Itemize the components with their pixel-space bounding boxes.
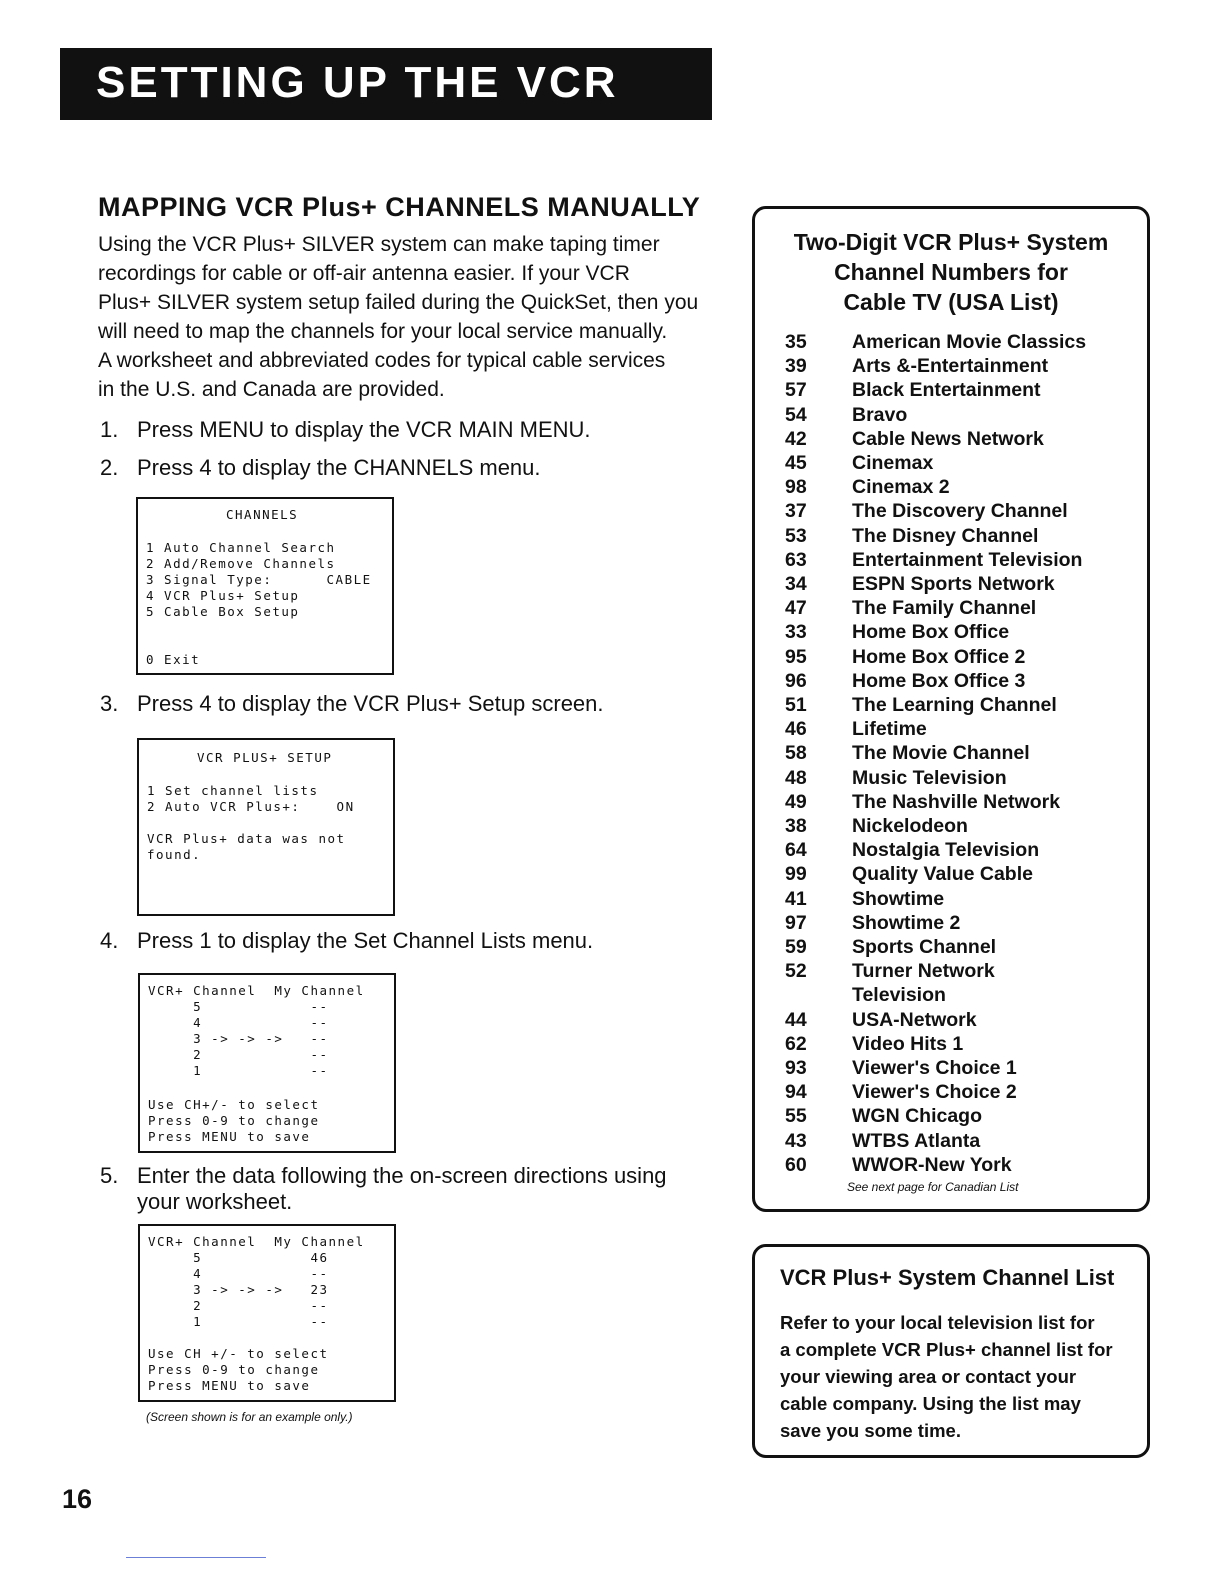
screen-line: 2 -- bbox=[148, 1047, 329, 1062]
channel-name: Video Hits 1 bbox=[852, 1032, 964, 1055]
channel-name: Television bbox=[852, 984, 946, 1007]
channels-menu-screen bbox=[136, 497, 394, 675]
channel-name: The Disney Channel bbox=[852, 524, 1039, 547]
channel-name: Arts &-Entertainment bbox=[852, 355, 1049, 378]
channel-name: WTBS Atlanta bbox=[852, 1129, 981, 1152]
channel-number: 62 bbox=[785, 1032, 807, 1055]
channel-number: 98 bbox=[785, 476, 807, 499]
system-channel-list-box bbox=[752, 1244, 1150, 1458]
screen-help: Press MENU to save bbox=[148, 1129, 311, 1144]
step-text: Press 4 to display the CHANNELS menu. bbox=[137, 455, 541, 480]
page-title: SETTING UP THE VCR bbox=[96, 58, 619, 107]
step-number: 2. bbox=[100, 455, 119, 480]
screen-help: Press MENU to save bbox=[148, 1378, 311, 1393]
system-box-body bbox=[780, 1309, 1140, 1444]
channel-number: 45 bbox=[785, 452, 807, 474]
screen-line: 4 -- bbox=[148, 1266, 329, 1281]
channel-numbers-box bbox=[752, 206, 1150, 1212]
channel-number: 63 bbox=[785, 548, 807, 571]
channel-name: The Discovery Channel bbox=[852, 500, 1068, 523]
channel-number: 47 bbox=[785, 597, 807, 620]
channel-number: 37 bbox=[785, 500, 807, 523]
channel-name: WGN Chicago bbox=[852, 1105, 982, 1128]
screen-line: 5 -- bbox=[148, 999, 329, 1014]
screen-line: 3 -> -> -> -- bbox=[148, 1031, 329, 1046]
screen-title: VCR PLUS+ SETUP bbox=[197, 750, 333, 765]
channel-list-example-screen bbox=[138, 1224, 396, 1402]
channel-name: The Nashville Network bbox=[852, 790, 1061, 813]
intro-line: will need to map the channels for your local service manually. bbox=[98, 320, 668, 343]
screen-line: 5 46 bbox=[148, 1250, 329, 1265]
screen-line: 1 -- bbox=[148, 1063, 329, 1078]
channel-number: 49 bbox=[785, 790, 807, 813]
channel-name: American Movie Classics bbox=[852, 331, 1087, 353]
channel-name: Lifetime bbox=[852, 718, 927, 741]
footer-rule bbox=[126, 1557, 266, 1558]
channel-name: Showtime 2 bbox=[852, 911, 961, 934]
channel-name: Home Box Office bbox=[852, 621, 1010, 644]
screen-message: found. bbox=[147, 847, 202, 862]
channel-number: 42 bbox=[785, 427, 807, 450]
channel-number: 38 bbox=[785, 815, 807, 837]
channel-number: 94 bbox=[785, 1081, 807, 1104]
channel-name: Cable News Network bbox=[852, 427, 1044, 450]
channel-number: 97 bbox=[785, 911, 807, 934]
menu-option: 5 Cable Box Setup bbox=[146, 604, 300, 619]
channel-number: 41 bbox=[785, 887, 807, 910]
intro-line: Using the VCR Plus+ SILVER system can make taping timer bbox=[98, 233, 660, 256]
screen-help: Use CH +/- to select bbox=[148, 1346, 329, 1361]
channel-name: USA-Network bbox=[852, 1008, 977, 1031]
channel-name: WWOR-New York bbox=[852, 1153, 1012, 1176]
system-box-title: VCR Plus+ System Channel List bbox=[780, 1265, 1115, 1290]
step-number: 4. bbox=[100, 928, 119, 953]
channel-number: 33 bbox=[785, 621, 807, 644]
channel-name: Nostalgia Television bbox=[852, 839, 1040, 862]
screen-line: 4 -- bbox=[148, 1015, 329, 1030]
system-box-line: your viewing area or contact your bbox=[780, 1366, 1077, 1387]
channel-number: 35 bbox=[785, 331, 807, 353]
channel-name: Music Television bbox=[852, 766, 1007, 789]
channel-name: Home Box Office 2 bbox=[852, 645, 1026, 668]
channel-box-title-line: Two-Digit VCR Plus+ System bbox=[793, 229, 1109, 255]
menu-option: 1 Set channel lists bbox=[147, 783, 319, 798]
system-box-line: Refer to your local television list for bbox=[780, 1312, 1095, 1333]
channel-number: 53 bbox=[785, 524, 807, 547]
step-number: 1. bbox=[100, 417, 119, 442]
channel-number: 46 bbox=[785, 718, 807, 741]
channel-list-screen bbox=[138, 973, 396, 1153]
channel-name: Cinemax bbox=[852, 452, 934, 474]
system-box-line: save you some time. bbox=[780, 1420, 961, 1441]
screen-message: VCR Plus+ data was not bbox=[147, 831, 346, 846]
channel-number: 96 bbox=[785, 669, 807, 692]
intro-line: A worksheet and abbreviated codes for typical cable services bbox=[98, 349, 666, 372]
channel-name: Cinemax 2 bbox=[852, 476, 950, 499]
step-number: 5. bbox=[100, 1163, 119, 1188]
channel-name: Viewer's Choice 1 bbox=[852, 1057, 1017, 1079]
menu-option: 2 Add/Remove Channels bbox=[146, 556, 336, 571]
step-text: Press 4 to display the VCR Plus+ Setup screen. bbox=[137, 691, 604, 716]
channel-number: 64 bbox=[785, 839, 807, 862]
screen-help: Press 0-9 to change bbox=[148, 1362, 320, 1377]
channel-name: Bravo bbox=[852, 403, 908, 426]
channel-number: 60 bbox=[785, 1153, 807, 1176]
menu-option: 3 Signal Type: CABLE bbox=[146, 572, 372, 587]
channel-name: Showtime bbox=[852, 887, 945, 910]
menu-option: 4 VCR Plus+ Setup bbox=[146, 588, 300, 603]
channel-name: Black Entertainment bbox=[852, 379, 1041, 402]
channel-name: The Learning Channel bbox=[852, 694, 1057, 716]
channel-number: 93 bbox=[785, 1057, 807, 1079]
menu-option: 1 Auto Channel Search bbox=[146, 540, 336, 555]
channel-number: 39 bbox=[785, 355, 807, 378]
channel-number: 54 bbox=[785, 403, 807, 426]
screen-title: CHANNELS bbox=[226, 507, 299, 522]
channel-box-title-line: Channel Numbers for bbox=[834, 259, 1068, 285]
system-box-line: cable company. Using the list may bbox=[780, 1393, 1081, 1414]
intro-line: in the U.S. and Canada are provided. bbox=[98, 378, 445, 401]
menu-exit: 0 Exit bbox=[146, 652, 201, 667]
channel-name: Home Box Office 3 bbox=[852, 669, 1026, 692]
system-box-line: a complete VCR Plus+ channel list for bbox=[780, 1339, 1113, 1360]
channel-number: 58 bbox=[785, 742, 807, 765]
channel-box-title bbox=[765, 227, 1137, 317]
screen-line: 2 -- bbox=[148, 1298, 329, 1313]
step-text: Press 1 to display the Set Channel Lists menu. bbox=[137, 928, 594, 953]
screen-line: 3 -> -> -> 23 bbox=[148, 1282, 329, 1297]
channel-number: 52 bbox=[785, 960, 807, 983]
channel-number: 44 bbox=[785, 1008, 807, 1031]
channel-number: 57 bbox=[785, 379, 807, 402]
channel-name: Turner Network bbox=[852, 960, 995, 983]
header-banner bbox=[60, 48, 712, 120]
channel-number: 43 bbox=[785, 1129, 807, 1152]
channel-number: 59 bbox=[785, 936, 807, 958]
screen-line: VCR+ Channel My Channel bbox=[148, 1234, 365, 1249]
canadian-list-note: See next page for Canadian List bbox=[847, 1180, 1019, 1194]
channel-name: Quality Value Cable bbox=[852, 863, 1033, 886]
channel-name: Viewer's Choice 2 bbox=[852, 1081, 1017, 1104]
screen-help: Press 0-9 to change bbox=[148, 1113, 320, 1128]
channel-name: Nickelodeon bbox=[852, 815, 968, 837]
channel-name: Sports Channel bbox=[852, 936, 997, 958]
channel-name: ESPN Sports Network bbox=[852, 573, 1055, 595]
page-number: 16 bbox=[62, 1484, 93, 1514]
screen-line: 1 -- bbox=[148, 1314, 329, 1329]
step-text: Press MENU to display the VCR MAIN MENU. bbox=[137, 417, 591, 442]
screen-caption: (Screen shown is for an example only.) bbox=[146, 1410, 353, 1424]
channel-number: 99 bbox=[785, 863, 807, 886]
channel-box-title-line: Cable TV (USA List) bbox=[843, 289, 1059, 315]
step-text: Enter the data following the on-screen directions using your worksheet. bbox=[137, 1163, 667, 1214]
channel-number: 95 bbox=[785, 645, 807, 668]
menu-option: 2 Auto VCR Plus+: ON bbox=[147, 799, 355, 814]
step-number: 3. bbox=[100, 691, 119, 716]
screen-line: VCR+ Channel My Channel bbox=[148, 983, 365, 998]
channel-number: 55 bbox=[785, 1105, 807, 1128]
vcr-plus-setup-screen bbox=[137, 738, 395, 916]
channel-name: The Movie Channel bbox=[852, 742, 1030, 765]
channel-number: 34 bbox=[785, 573, 807, 595]
intro-paragraph bbox=[98, 230, 718, 404]
channel-number: 48 bbox=[785, 766, 807, 789]
channel-name: Entertainment Television bbox=[852, 548, 1083, 571]
channel-number: 51 bbox=[785, 694, 807, 716]
intro-line: Plus+ SILVER system setup failed during the QuickSet, then you bbox=[98, 291, 699, 314]
intro-line: recordings for cable or off-air antenna easier. If your VCR bbox=[98, 262, 630, 285]
channel-name: The Family Channel bbox=[852, 597, 1037, 620]
section-title: MAPPING VCR Plus+ CHANNELS MANUALLY bbox=[98, 192, 701, 222]
screen-help: Use CH+/- to select bbox=[148, 1097, 320, 1112]
